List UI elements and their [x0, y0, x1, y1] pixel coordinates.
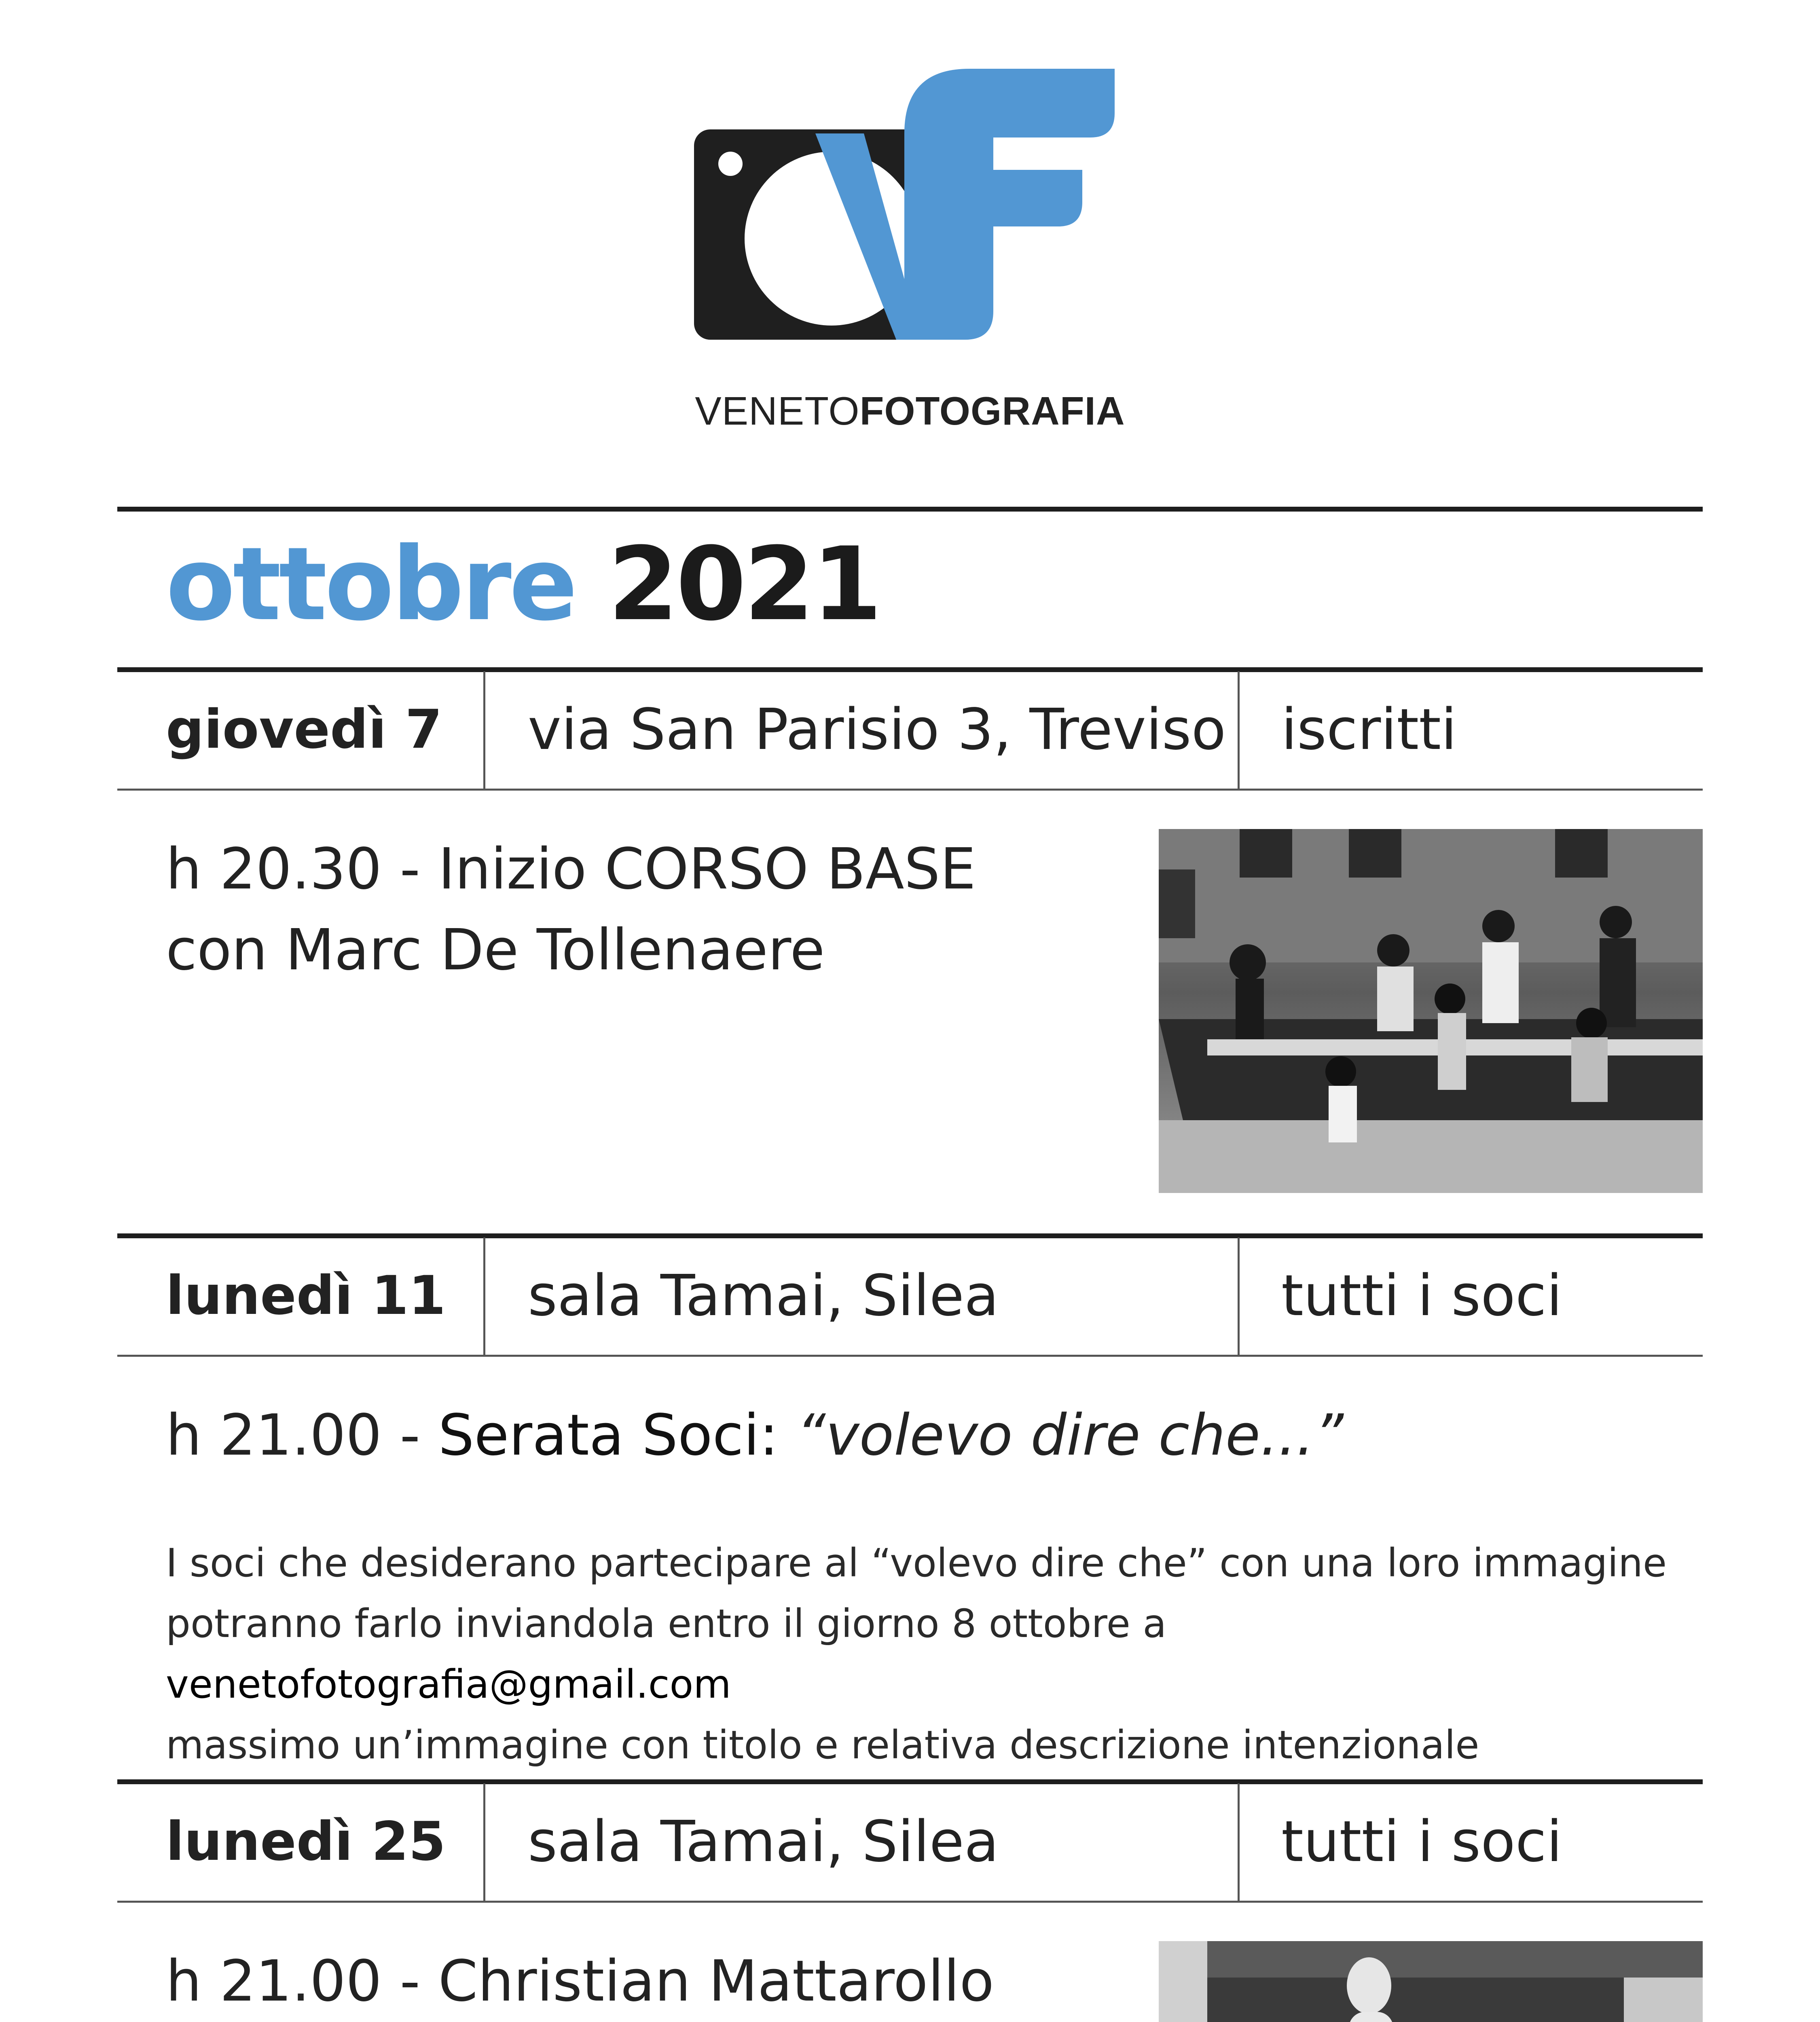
event-2-title — [166, 1395, 1344, 1476]
event-2-title-bold: Serata Soci: — [438, 1402, 797, 1468]
event-2-desc-line-2 — [166, 1593, 1703, 1715]
header-top-rule — [117, 507, 1703, 512]
brand-part-fotografia: FOTOGRAFIA — [859, 389, 1125, 433]
event-1-day: giovedì 7 — [166, 698, 442, 761]
brand-part-veneto: VENETO — [695, 389, 860, 433]
event-2-title-italic: “volevo dire che...” — [796, 1402, 1344, 1468]
event-2-desc-line-3: massimo un’immagine con titolo e relativa descrizione intenzionale — [166, 1722, 1479, 1768]
event-3-bottom-rule — [117, 1901, 1703, 1903]
event-2-day: lunedì 11 — [166, 1265, 446, 1327]
event-1-place: via San Parisio 3, Treviso — [528, 697, 1226, 763]
event-2-email: venetofotografia@gmail.com — [166, 1662, 731, 1707]
event-2-desc-line-1: I soci che desiderano partecipare al “volevo dire che” con una loro immagine — [166, 1540, 1667, 1586]
event-1-title-line-1: h 20.30 - Inizio CORSO BASE — [166, 836, 976, 902]
event-1-divider-2 — [1238, 671, 1240, 791]
event-1-top-rule — [117, 667, 1703, 672]
event-1-photo — [1159, 829, 1703, 1193]
event-2-divider-2 — [1238, 1237, 1240, 1357]
event-3-title-line-1: h 21.00 - Christian Mattarollo — [166, 1948, 994, 2014]
month-name: ottobre — [166, 525, 576, 643]
event-2-time: h 21.00 - — [166, 1402, 438, 1468]
camera-logo-icon — [694, 69, 1127, 344]
event-2-top-rule — [117, 1233, 1703, 1238]
event-1-audience: iscritti — [1281, 697, 1457, 763]
event-1-bottom-rule — [117, 789, 1703, 791]
event-2-desc-line-2-text: potranno farlo inviandola entro il giorno 8 ottobre a — [166, 1601, 1167, 1646]
event-2-divider-1 — [483, 1237, 485, 1357]
event-3-place: sala Tamai, Silea — [528, 1809, 999, 1875]
event-3-photo — [1159, 1941, 1703, 2022]
event-3-divider-1 — [483, 1783, 485, 1903]
event-2-place: sala Tamai, Silea — [528, 1263, 999, 1329]
year: 2021 — [608, 525, 880, 643]
event-1-divider-1 — [483, 671, 485, 791]
event-2-audience: tutti i soci — [1281, 1263, 1562, 1329]
event-3-audience: tutti i soci — [1281, 1809, 1562, 1875]
event-2-bottom-rule — [117, 1355, 1703, 1357]
event-1-title-line-2: con Marc De Tollenaere — [166, 917, 825, 983]
event-3-divider-2 — [1238, 1783, 1240, 1903]
brand-name — [404, 388, 1416, 434]
event-2-description — [166, 1533, 1703, 1775]
event-3-day: lunedì 25 — [166, 1810, 446, 1873]
event-3-top-rule — [117, 1779, 1703, 1784]
month-heading — [166, 525, 880, 643]
